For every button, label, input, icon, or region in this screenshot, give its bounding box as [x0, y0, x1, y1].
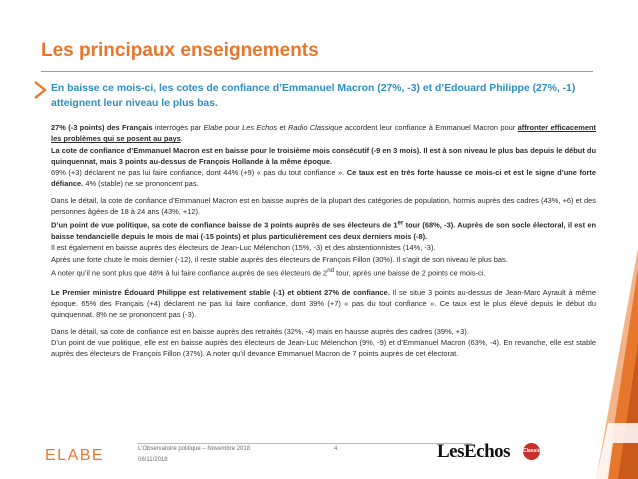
text: .: [180, 134, 183, 144]
text-bold: La cote de confiance d’Emmanuel Macron est en baisse pour le troisième mois consécutif (-9 en 3 mois). Il est à son niveau le plus bas depuis le début du quinquennat, mais 3 points au-dessus de François Hollande à la même époque.: [51, 145, 596, 166]
paragraph-macron-detail: [51, 195, 596, 279]
text-bold: Ce taux est en très forte hausse ce mois-ci et est le signe d’une forte défiance.: [51, 168, 597, 189]
text-bold: tour (68%, -3). Auprès de son socle électoral, il est en baisse tendancielle depuis le mois de mai (-15 points) et plus particulièrement ces deux derniers mois (-8).: [51, 220, 597, 242]
text: Après une forte chute le mois dernier (-12), il reste stable auprès des électeurs de François Fillon (30%). Il s’agit de son niveau le plus bas.: [51, 254, 508, 264]
text-italic: Radio Classique: [288, 123, 343, 132]
text: D’un point de vue politique, elle est en baisse auprès des électeurs de Jean-Luc Mélenchon (9%, -9) et d’Emmanuel Macron (63%, -4). En revanche, elle est stable auprès des électeurs de François Fillon (37%). A noter qu’il devance Emmanuel Macron de 7 points auprès de cet électorat.: [51, 338, 596, 359]
headline: En baisse ce mois-ci, les cotes de confiance d’Emmanuel Macron (27%, -3) et d’Edouard Philippe (27%, -1) atteignent leur niveau le plus bas.: [51, 83, 576, 109]
text-bold: 27% (-3 points) des Français: [51, 123, 153, 132]
text-italic: Les Echos: [242, 123, 278, 132]
text: Il est également en baisse auprès des électeurs de Jean-Luc Mélenchon (15%, -3) et des abstentionnistes (14%, -3).: [51, 243, 436, 253]
text-italic: Elabe: [203, 123, 223, 132]
text: pour: [222, 123, 243, 132]
text: 4% (stable) ne se prononcent pas.: [83, 179, 199, 189]
paragraph-macron: [51, 122, 596, 190]
radio-classique-logo: Classique: [523, 443, 540, 460]
superscript: nd: [327, 267, 335, 275]
paragraph-philippe-detail: [51, 326, 596, 360]
text-bold-underline: affronter efficacement les problèmes qui se posent au pays: [51, 123, 596, 144]
text: et: [277, 123, 289, 132]
text: tour, après une baisse de 2 points ce mois-ci.: [334, 268, 486, 278]
footer-note: L’Observatoire politique – Novembre 2018: [138, 446, 251, 452]
body-text: [51, 122, 596, 365]
text-bold: D’un point de vue politique, sa cote de confiance baisse de 3 points auprès de ses électeurs de 1: [51, 220, 398, 230]
decorative-logo-shape: [578, 248, 638, 479]
text: accordent leur confiance à Emmanuel Macron pour: [342, 123, 518, 132]
text: A noter qu’il ne sont plus que 48% à lui faire confiance auprès de ses électeurs de 2: [51, 268, 328, 278]
text-bold: Le Premier ministre Édouard Philippe est relativement stable (-1) et obtient 27% de confiance.: [51, 287, 390, 297]
text: interrogés par: [152, 123, 204, 132]
page-title: Les principaux enseignements: [41, 40, 319, 61]
text: 69% (+3) déclarent ne pas lui faire confiance, dont 44% (+9) « pas du tout confiance ».: [51, 168, 347, 178]
text: Dans le détail, la cote de confiance d’Emmanuel Macron est en baisse auprès de la plupart des catégories de population, hormis auprès des cadres (43%, +6) et des personnes âgées de 18 à 24 ans (43%, +12).: [51, 195, 596, 217]
paragraph-philippe: [51, 287, 596, 321]
title-divider: [41, 71, 593, 72]
page-number: 4: [334, 446, 338, 452]
footer-divider: [137, 443, 472, 444]
text: Dans le détail, sa cote de confiance est en baisse auprès des retraités (32%, -4) mais en hausse auprès des cadres (39%, +3).: [51, 326, 469, 336]
lesechos-logo: LesEchos: [437, 441, 511, 462]
chevron-right-icon: [32, 80, 48, 100]
text: Il se situe 3 points au-dessus de Jean-Marc Ayrault à même époque. 65% des Français (+4) déclarent ne pas lui faire confiance, dont 39% (+7) « pas du tout confiance ». Ce taux est le plus élevé depuis le début du quinquennat. 8% ne se prononcent pas (-3).: [51, 287, 596, 320]
superscript: er: [397, 219, 404, 227]
footer-date: 08/11/2018: [138, 457, 168, 463]
elabe-logo: ELABE: [45, 447, 105, 464]
